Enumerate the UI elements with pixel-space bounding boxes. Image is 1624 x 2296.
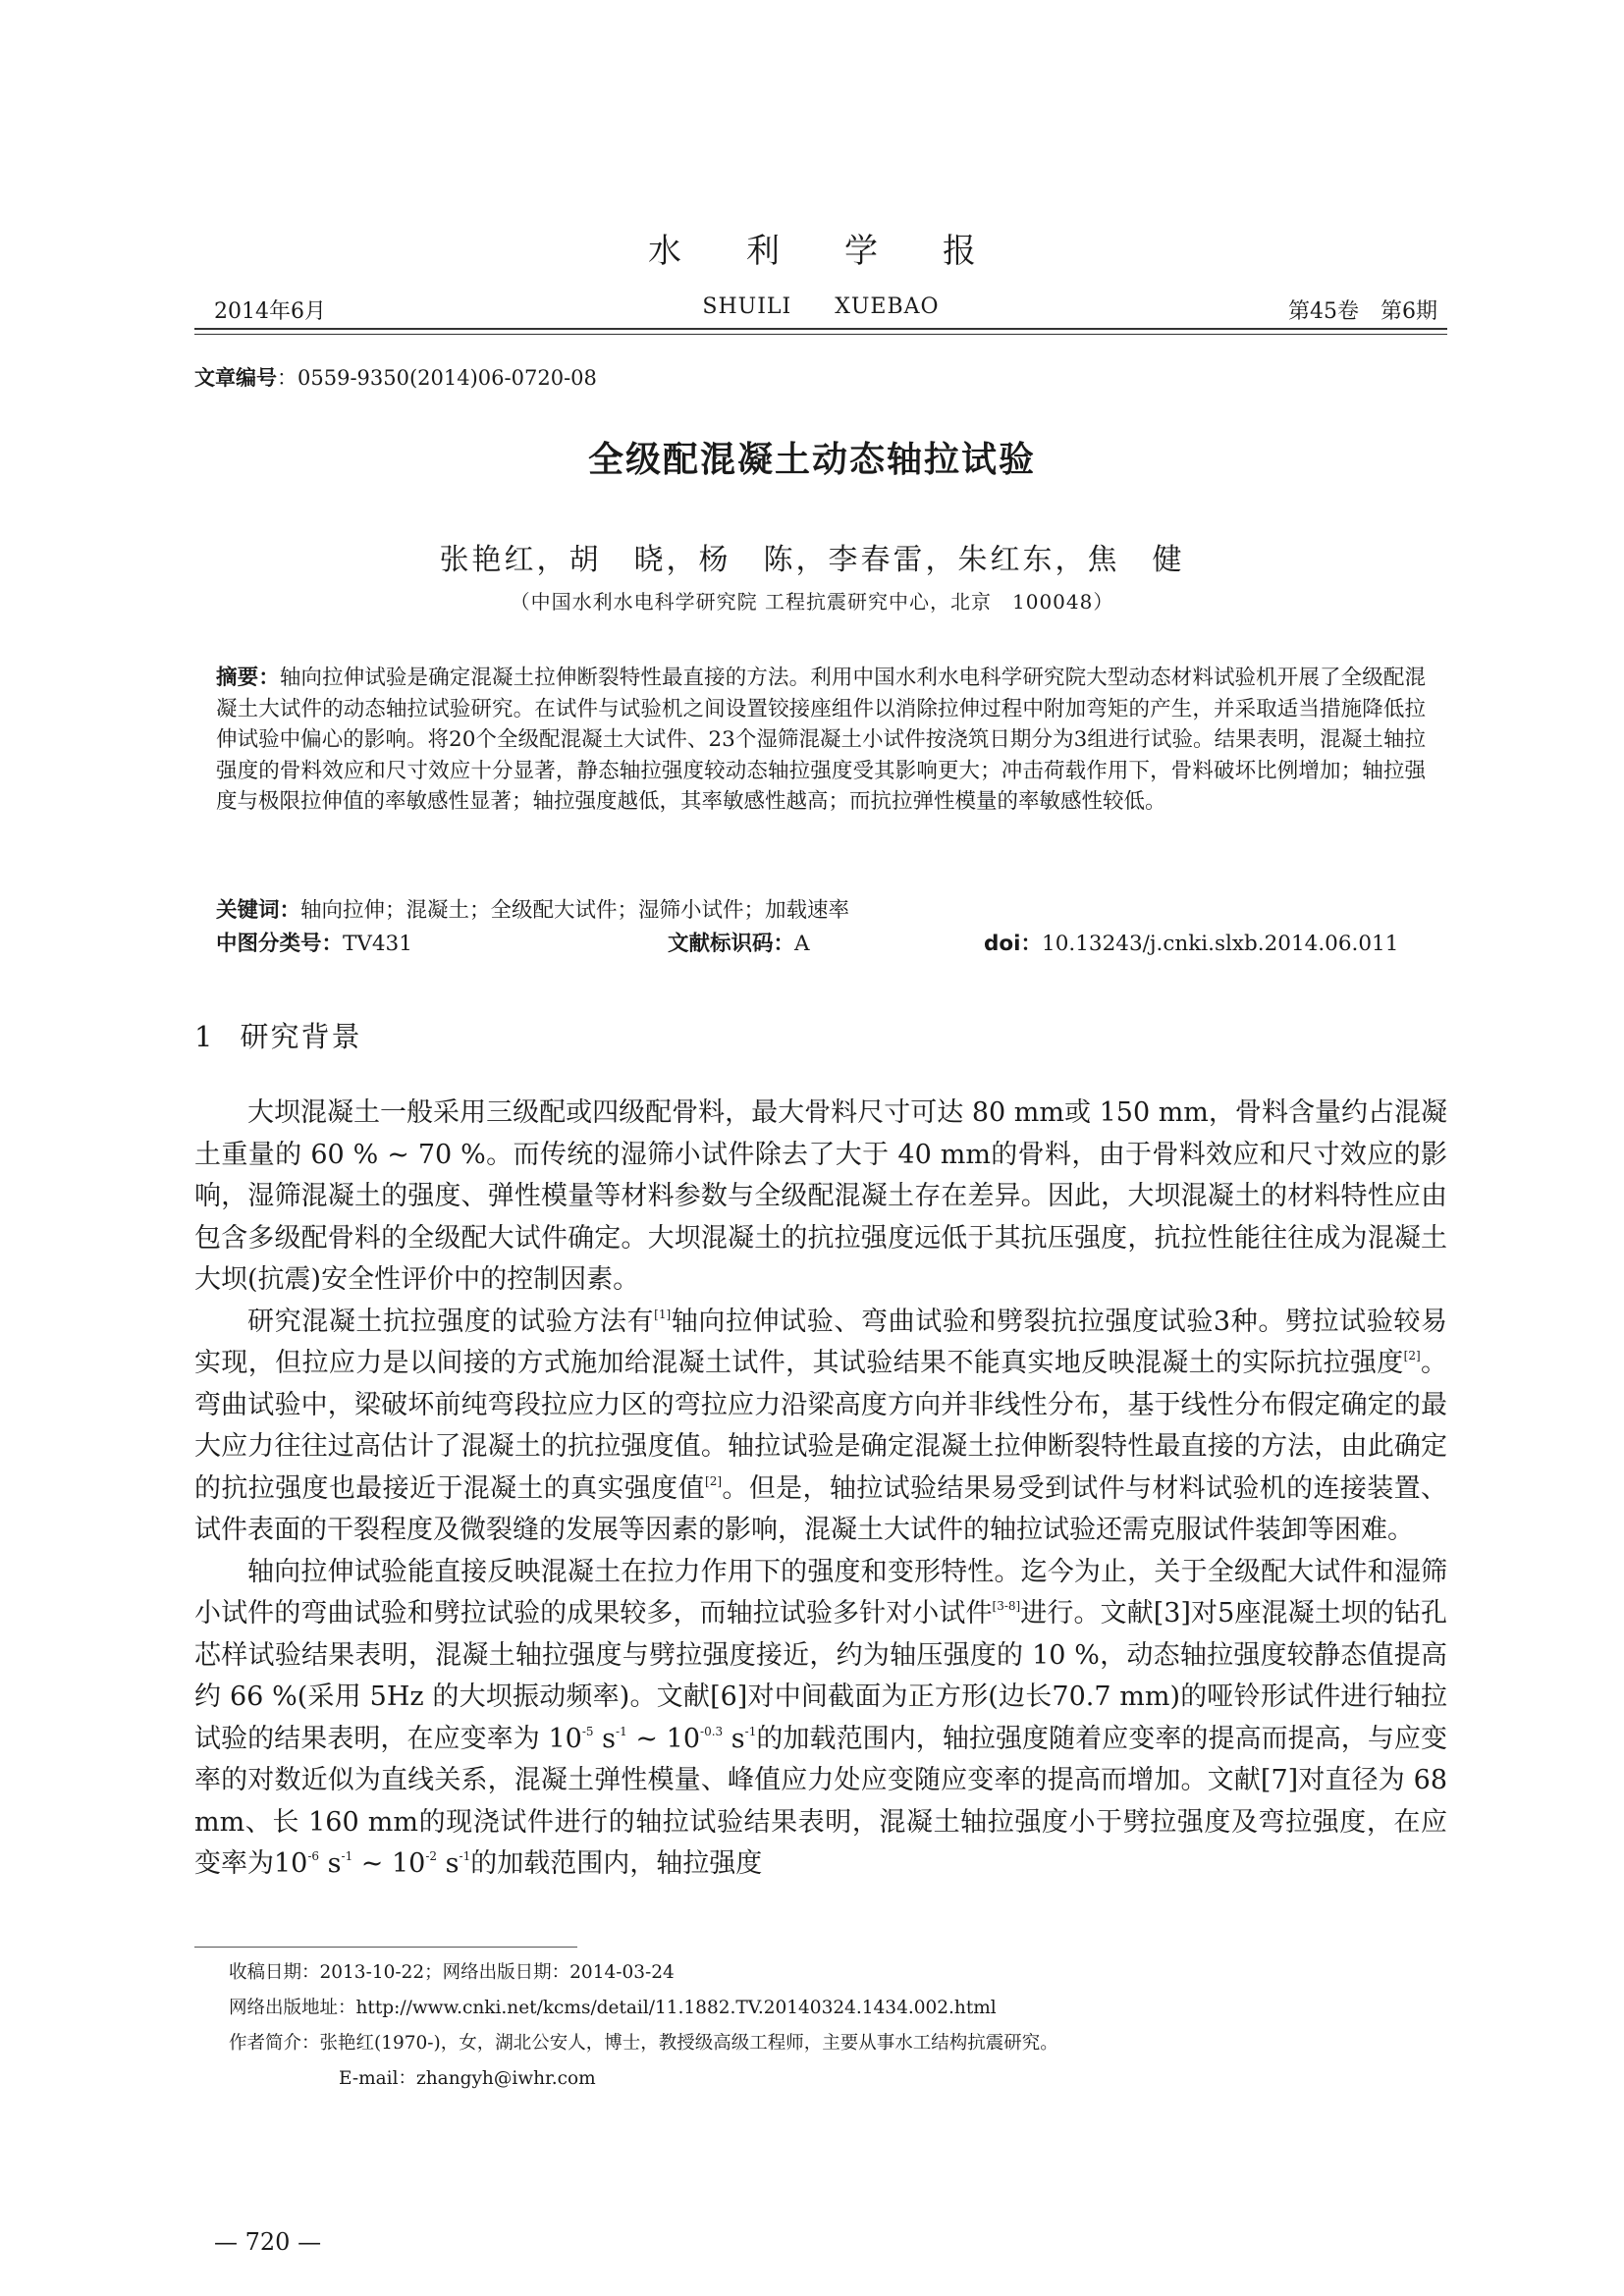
volume-issue: 第45卷 第6期 xyxy=(1288,299,1437,324)
section-title: 研究背景 xyxy=(240,1020,362,1053)
text-run: 。但是，轴拉试验结果易受到试件与材料试验机的连接装置、试件表面的干裂程度及微裂缝的发展等因素的影响，混凝土大试件的轴拉试验还需克服试件装卸等困难。 xyxy=(194,1472,1448,1545)
author-bio: 作者简介：张艳红(1970-)，女，湖北公安人，博士，教授级高级工程师，主要从事水工结构抗震研究。 xyxy=(229,2033,1058,2054)
document-code xyxy=(668,927,810,957)
keywords xyxy=(216,893,1426,924)
classification-row xyxy=(216,927,1426,958)
journal-title-char: 水 xyxy=(648,232,681,271)
article-number xyxy=(194,362,597,392)
doi xyxy=(984,927,1398,957)
clc-label: 中图分类号： xyxy=(216,932,344,956)
text-run: s xyxy=(723,1723,745,1754)
citation: [3-8] xyxy=(992,1599,1021,1613)
journal-title-char: 利 xyxy=(746,232,780,271)
article-number-label: 文章编号 xyxy=(194,366,277,390)
paragraph: 大坝混凝土一般采用三级配或四级配骨料，最大骨料尺寸可达 80 mm或 150 mm，骨料含量约占混凝土重量的 60 % ~ 70 %。而传统的湿筛小试件除去了大于 40 mm的骨料，由于骨料效应和尺寸效应的影响，湿筛混凝土的强度、弹性模量等材料参数与全级配混凝土存在差异。因此，大坝混凝土的材料特性应由包含多级配骨料的全级配大试件确定。大坝混凝土的抗拉强度远低于其抗压强度，抗拉性能往往成为混凝土大坝(抗震)安全性评价中的控制因素。 xyxy=(194,1097,1447,1295)
paper-title: 全级配混凝土动态轴拉试验 xyxy=(587,440,1036,480)
exponent: -1 xyxy=(744,1724,757,1738)
author-email: E-mail：zhangyh@iwhr.com xyxy=(339,2068,596,2089)
author-list: 张艳红，胡 晓，杨 陈，李春雷，朱红东，焦 健 xyxy=(439,543,1185,577)
citation: [1] xyxy=(654,1307,672,1321)
exponent: -2 xyxy=(425,1849,438,1863)
text-run: ~ 10 xyxy=(626,1723,701,1754)
body-text xyxy=(194,1093,1447,1886)
exponent: -6 xyxy=(307,1849,320,1863)
text-run: s xyxy=(437,1848,460,1879)
abstract-label: 摘要： xyxy=(216,666,280,690)
text-run: 。弯曲试验中，梁破坏前纯弯段拉应力区的弯拉应力沿梁高度方向并非线性分布，基于线性分布假定确定的最大应力往往过高估计了混凝土的抗拉强度值。轴拉试验是确定混凝土拉伸断裂特性最直接的方法，由此确定的抗拉强度也最接近于混凝土的真实强度值 xyxy=(194,1348,1448,1504)
section-number: 1 xyxy=(194,1020,215,1053)
text-run: 的加载范围内，轴拉强度 xyxy=(470,1848,763,1879)
header-rule-thin xyxy=(194,334,1447,335)
document-code-label: 文献标识码： xyxy=(668,932,795,956)
received-date: 收稿日期：2013-10-22；网络出版日期：2014-03-24 xyxy=(229,1962,675,1983)
paragraph xyxy=(194,1302,1447,1552)
clc-value: TV431 xyxy=(343,932,412,956)
doi-value: 10.13243/j.cnki.slxb.2014.06.011 xyxy=(1042,932,1399,956)
exponent: -1 xyxy=(616,1724,627,1738)
abstract-text: 轴向拉伸试验是确定混凝土拉伸断裂特性最直接的方法。利用中国水利水电科学研究院大型动态材料试验机开展了全级配混凝土大试件的动态轴拉试验研究。在试件与试验机之间设置铰接座组件以消除拉伸过程中附加弯矩的产生，并采取适当措施降低拉伸试验中偏心的影响。将20个全级配混凝土大试件、23个湿筛混凝土小试件按浇筑日期分为3组进行试验。结果表明，混凝土轴拉强度的骨料效应和尺寸效应十分显著，静态轴拉强度较动态轴拉强度受其影响更大；冲击荷载作用下，骨料破坏比例增加；轴拉强度与极限拉伸值的率敏感性显著；轴拉强度越低，其率敏感性越高；而抗拉弹性模量的率敏感性较低。 xyxy=(216,666,1426,814)
abstract xyxy=(216,663,1426,818)
journal-title-char: 报 xyxy=(943,232,976,271)
journal-pinyin xyxy=(194,294,1447,319)
article-number-value: ：0559-9350(2014)06-0720-08 xyxy=(277,366,597,390)
clc-number xyxy=(216,927,412,957)
text-run: 研究混凝土抗拉强度的试验方法有 xyxy=(247,1306,655,1337)
keywords-label: 关键词： xyxy=(216,898,301,923)
header-rule-thick xyxy=(194,328,1447,330)
text-run: s xyxy=(593,1723,617,1754)
citation: [2] xyxy=(705,1473,723,1488)
journal-pinyin-word: XUEBAO xyxy=(835,294,940,319)
affiliation: （中国水利水电科学研究院 工程抗震研究中心，北京 100048） xyxy=(510,590,1114,614)
text-run: 进行。文献[3]对5座混凝土坝的钻孔芯样试验结果表明，混凝土轴拉强度与劈拉强度接近，约为轴压强度的 10 %，动态轴拉强度较静态值提高约 66 %(采用 5Hz 的大坝振动频率)。文献[6]对中间截面为正方形(边长70.7 mm)的哑铃形试件进行轴拉试验的结果表明，在应变率为 10 xyxy=(194,1598,1447,1754)
exponent: -1 xyxy=(459,1849,471,1863)
section-heading xyxy=(194,1015,361,1055)
page-number: — 720 — xyxy=(214,2228,322,2256)
exponent: -5 xyxy=(581,1724,594,1738)
online-url: 网络出版地址：http://www.cnki.net/kcms/detail/11.1882.TV.20140324.1434.002.html xyxy=(229,1998,997,2018)
text-run: 轴向拉伸试验能直接反映混凝土在拉力作用下的强度和变形特性。迄今为止，关于全级配大试件和湿筛小试件的弯曲试验和劈拉试验的成果较多，而轴拉试验多针对小试件 xyxy=(194,1556,1447,1629)
journal-title-char: 学 xyxy=(844,232,878,271)
footnotes xyxy=(229,1955,1427,2097)
exponent: -1 xyxy=(341,1849,353,1863)
journal-title xyxy=(0,224,1624,272)
footnote-rule xyxy=(194,1947,577,1948)
text-run: 的加载范围内，轴拉强度随着应变率的提高而提高，与应变率的对数近似为直线关系，混凝土弹性模量、峰值应力处应变随应变率的提高而增加。文献[7]对直径为 68 mm、长 160 mm的现浇试件进行的轴拉试验结果表明，混凝土轴拉强度小于劈拉强度及弯拉强度，在应变率为10 xyxy=(194,1723,1447,1879)
text-run: ~ 10 xyxy=(352,1848,426,1879)
issue-date: 2014年6月 xyxy=(214,299,326,324)
doi-label: doi： xyxy=(984,932,1043,956)
paragraph xyxy=(194,1552,1447,1886)
citation: [2] xyxy=(1403,1349,1421,1362)
document-code-value: A xyxy=(794,932,810,956)
journal-pinyin-word: SHUILI xyxy=(702,294,792,319)
keywords-text: 轴向拉伸；混凝土；全级配大试件；湿筛小试件；加载速率 xyxy=(300,898,850,923)
text-run: s xyxy=(319,1848,342,1879)
text-run: 轴向拉伸试验、弯曲试验和劈裂抗拉强度试验3种。劈拉试验较易实现，但拉应力是以间接的方式施加给混凝土试件，其试验结果不能真实地反映混凝土的实际抗拉强度 xyxy=(194,1306,1447,1378)
exponent: -0.3 xyxy=(700,1724,724,1738)
